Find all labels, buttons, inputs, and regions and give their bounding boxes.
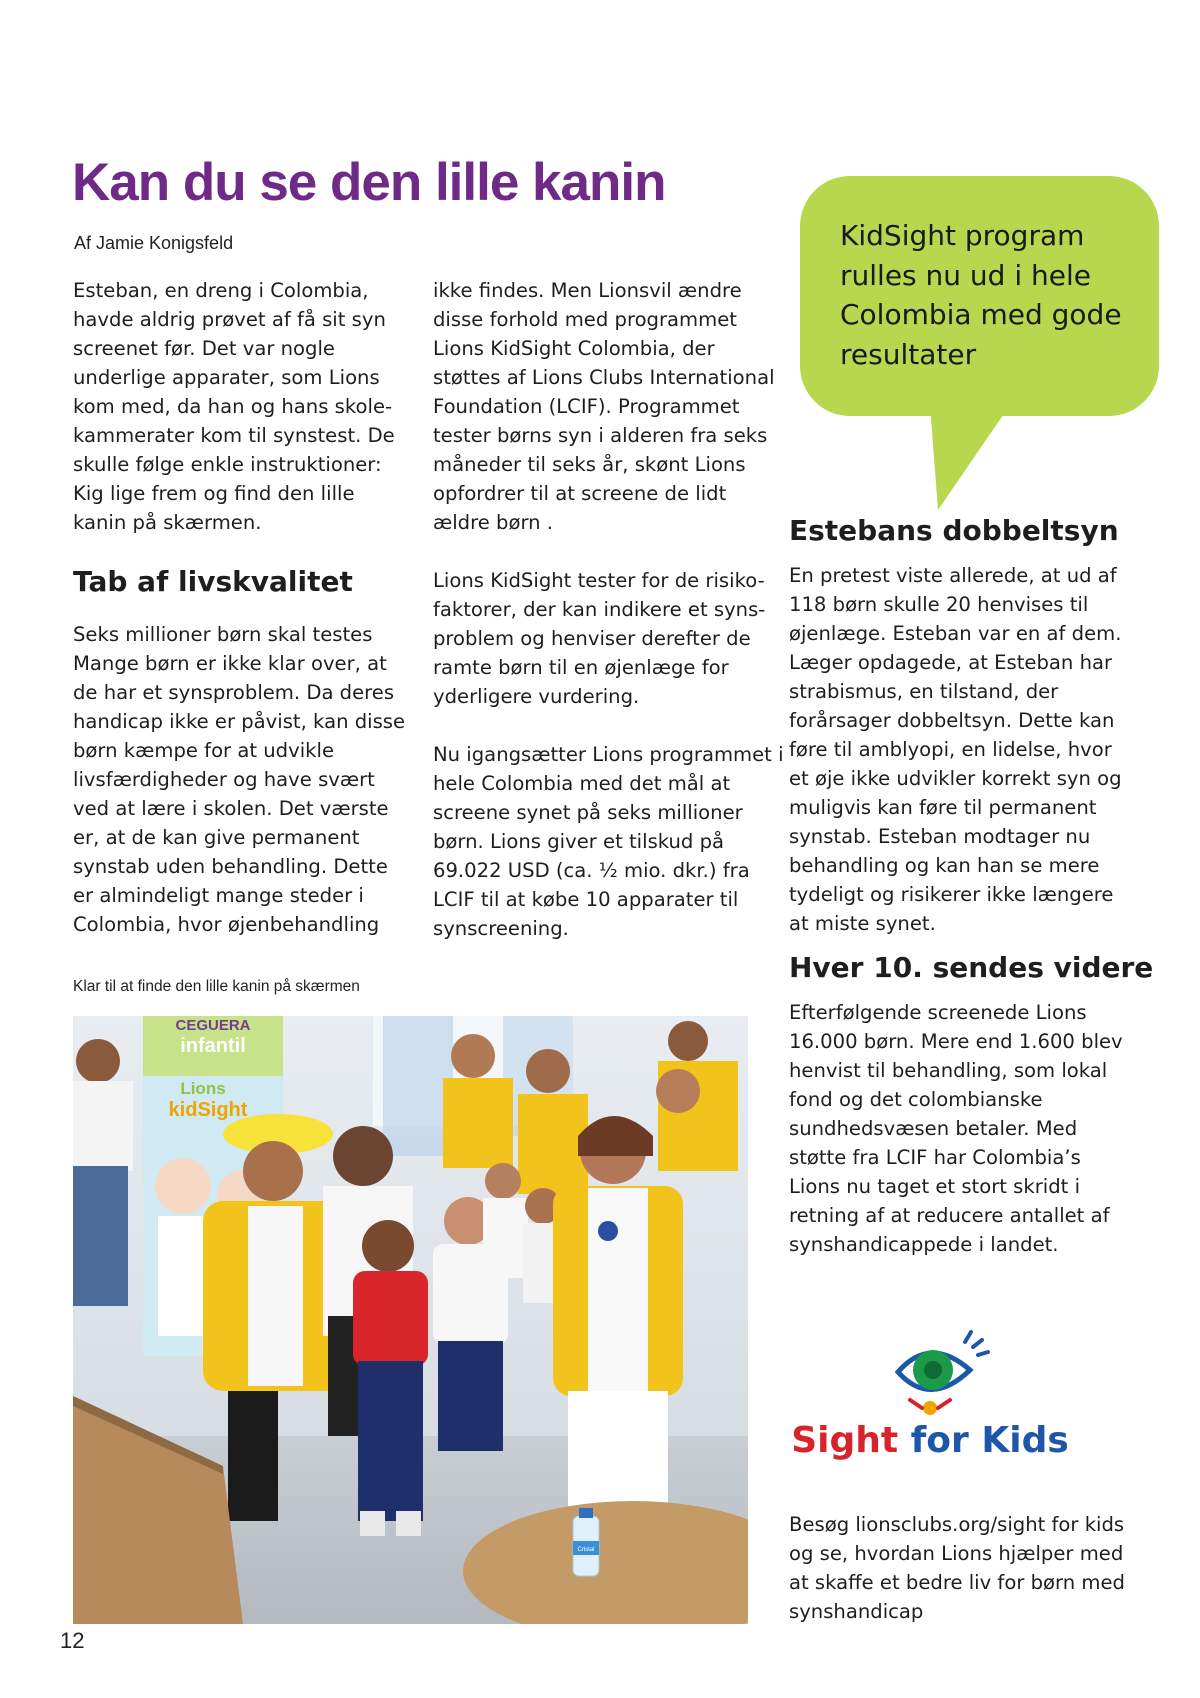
- paragraph-estebans: En pretest viste allerede, at ud af 118 børn skulle 20 henvises til øjenlæge. Esteban var en af dem. Læger opdagede, at Esteban har strabismus, en tilstand, der forårsager dobbeltsyn. Dette kan føre til amblyopi, en lidelse, hvor et øje ikke udvikler korrekt syn og muligvis kan føre til permanent synstab. Esteban modtager nu behandling og kan han se mere tydeligt og risikerer ikke længere at miste synet.: [789, 564, 1122, 935]
- intro-paragraph: Esteban, en dreng i Colombia, havde aldrig prøvet af få sit syn screenet før. Det var nogle underlige apparater, som Lions kom med, da han og hans skole-kammerater kom til synstest. De skulle følge enkle instruktioner: Kig lige frem og find den lille kanin på skærmen.: [73, 279, 395, 534]
- eye-icon: [898, 1332, 988, 1415]
- column-2: [433, 276, 785, 943]
- photo-scene: [73, 1016, 748, 1624]
- article-photo: [73, 1016, 748, 1624]
- logo-text: Sight for Kids: [791, 1420, 1069, 1461]
- callout-bubble-tail: [900, 405, 1010, 515]
- bottle-label: Cristal: [577, 1547, 595, 1553]
- photo-caption: Klar til at finde den lille kanin på skærmen: [73, 978, 360, 995]
- visit-paragraph: Besøg lionsclubs.org/sight for kids og se, hvordan Lions hjælper med at skaffe et bedre liv for børn med synshandicap: [789, 1513, 1125, 1623]
- paragraph-3: Nu igangsætter Lions programmet i hele Colombia med det mål at screene synet på seks millioner børn. Lions giver et tilskud på 69.022 USD (ca. ½ mio. dkr.) fra LCIF til at købe 10 apparater til synscreening.: [433, 743, 784, 940]
- subheading-tab-af-livskvalitet: Tab af livskvalitet: [73, 565, 353, 598]
- page-number: 12: [60, 1628, 85, 1653]
- banner-line-3: Lions: [180, 1079, 226, 1098]
- banner-line-4: kidSight: [168, 1099, 248, 1121]
- column-3: [789, 513, 1154, 1259]
- paragraph-hver-10: Efterfølgende screenede Lions 16.000 børn. Mere end 1.600 blev henvist til behandling, som lokal fond og det colombianske sundhedsvæsen betaler. Med støtte fra LCIF har Colombia’s Lions nu taget et stort skridt i retning af at reducere antallet af synshandicappede i landet.: [789, 1001, 1123, 1256]
- callout-text: KidSight program rulles nu ud i hele Colombia med gode resultater: [840, 219, 1122, 371]
- byline: Af Jamie Konigsfeld: [74, 233, 234, 253]
- body-paragraph: Seks millioner børn skal testes Mange børn er ikke klar over, at de har et synsproblem. Da deres handicap ikke er påvist, kan disse børn kæmpe for at udvikle livsfærdigheder og have svært ved at lære i skolen. Det værste er, at de kan give permanent synstab uden behandling. Dette er almindeligt mange steder i Colombia, hvor øjenbehandling: [73, 623, 406, 936]
- subheading-hver-10: Hver 10. sendes videre: [789, 951, 1154, 984]
- paragraph-2: Lions KidSight tester for de risiko-faktorer, der kan indikere et syns-problem og henviser derefter de ramte børn til en øjenlæge for yderligere vurdering.: [433, 569, 766, 708]
- sight-for-kids-logo: [790, 1330, 1070, 1465]
- column-1: [73, 276, 408, 939]
- banner-line-2: infantil: [180, 1035, 246, 1057]
- article-title: Kan du se den lille kanin: [72, 153, 666, 212]
- water-bottle: [573, 1508, 599, 1576]
- subheading-estebans-dobbeltsyn: Estebans dobbeltsyn: [789, 514, 1119, 547]
- banner-line-1: CEGUERA: [175, 1017, 251, 1034]
- paragraph-1: ikke findes. Men Lionsvil ændre disse forhold med programmet Lions KidSight Colombia, der støttes af Lions Clubs International Foundation (LCIF). Programmet tester børns syn i alderen fra seks måneder til seks år, skønt Lions opfordrer til at screene de lidt ældre børn .: [433, 279, 775, 534]
